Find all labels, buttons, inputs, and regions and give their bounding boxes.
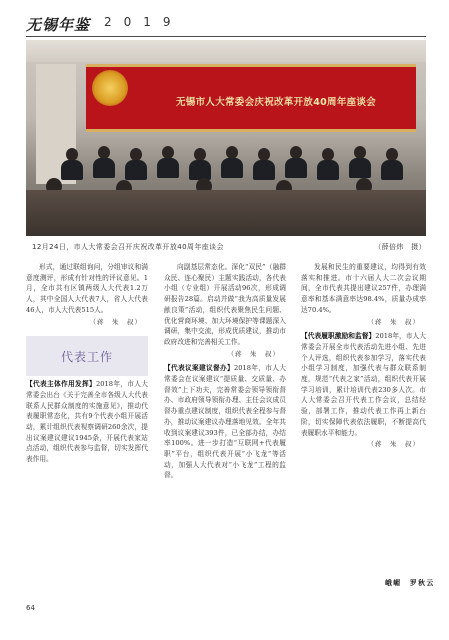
paragraph: 形式，通过联组询问，分组审议和满意度测评，形成有针对性的评议意见。1月，全市共有区镇两级人大代表1.2万人，其中全国人大代表7人，省人大代表46人，市人大代表515人。 [26,263,148,314]
entry-text: 2018年，市人大常委会开展全市代表活动先进小组、先进个人评选，组织代表参加学习，落实代表小组学习制度，加强代表与群众联系制度，规范“代表之家”活动，组织代表开展学习培训，累计培训代表230多人次。市人大常委会召开代表工作会议，总结经验，部署工作，推动代表工作再上新台阶，切实保障代表依法履职，不断提高代表履职水平和能力。 [301,332,426,437]
byline: （蒋 朱 叔） [227,349,280,358]
byline: （蒋 朱 叔） [367,440,420,449]
section-heading-box [26,336,148,376]
yearbook-logo: 无锡年鉴 [26,16,91,34]
entry-heading: 【代表履职激励和监督】 [301,332,376,341]
text-column-3 [301,262,426,454]
paragraph [301,331,426,438]
byline: （蒋 朱 叔） [367,317,420,326]
yearbook-year: 2019 [104,15,183,29]
caption-credit: （薛倍炜 摄） [374,243,426,251]
meeting-photo [26,40,426,236]
caption-text: 12月24日，市人大常委会召开庆祝改革开放40周年座谈会 [32,243,224,251]
section-title: 代表工作 [60,349,113,364]
entry-text: 2018年，市人大常委会出台《关于完善全市各级人大代表联系人民群众制度的实施意见》，推动代表履职常态化，共有9个代表小组开展活动，累计组织代表视察调研260余次，提出议案建议建议1945条，开展代表家站点活动，组织代表参与监督，切实发挥代表作用。 [26,380,148,464]
entry-heading: 【代表议案建议督办】 [164,364,234,373]
article-author: 峨嵋 罗秋云 [385,579,435,587]
banner-text: 无锡市人大常委会庆祝改革开放40周年座谈会 [176,97,377,108]
page-number: 64 [26,604,35,612]
paragraph: 发展和民生的重要建议，均得到有效落实和推进。市十六届人大二次会议期间，全市代表共提出建议257件，办理满意率和基本满意率达98.4%，质量办成率达70.4%。 [301,263,426,314]
paragraph [164,363,286,481]
entry-text: 2018年，市人大常委会在议案建议“提质量、交质量、办督效”上下功夫，完善常委会领导领衔督办、市政府领导领衔办理、主任会议成员督办重点建议制度，组织代表全程参与督办，推动议案建议办理落地见效。全年共收到议案建议393件，已全部办结，办结率100%。进一步打造“互联网+代表履职”平台，组织代表开展“小飞龙”等活动，加强人大代表对“小飞龙”工程的监督。 [164,364,286,480]
photo-caption [32,242,426,256]
page-header [26,14,426,36]
byline: （蒋 朱 叔） [89,317,142,326]
national-emblem-icon [92,70,128,106]
text-column-2 [164,262,286,481]
photo-ceiling [26,40,426,62]
entry-heading: 【代表主体作用发挥】 [26,380,96,389]
header-rule [26,36,426,37]
conference-table [26,190,426,236]
paragraph [26,379,148,465]
paragraph: 向副基层常态化。深化“双民”（融群众民、连心聚民）主题实践活动，各代表小组（专业组）开展活动96次，形成调研报告28篇。启动并做“我为高质量发展献良策”活动，组织代表聚焦民生问题、优化营商环境、加大环境保护等课题深入调研，集中交流，形成优质建议，推动市政府改进和完善相关工作。 [164,263,286,346]
